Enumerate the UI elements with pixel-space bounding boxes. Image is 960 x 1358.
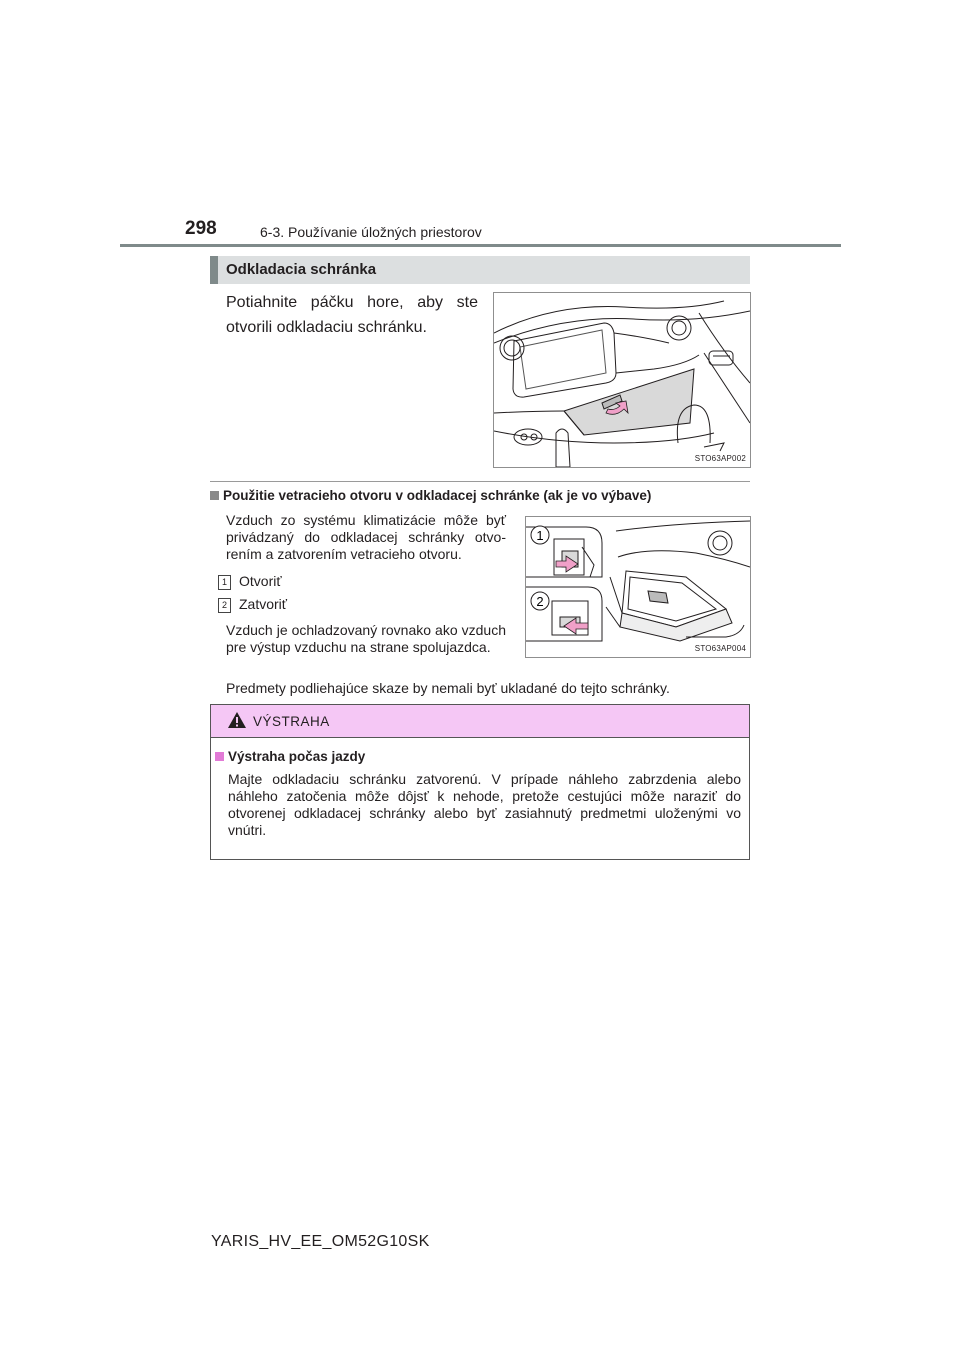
callout-1: 1 xyxy=(536,528,544,543)
vent-illustration xyxy=(526,517,750,657)
page-number: 298 xyxy=(185,218,217,239)
warning-text: Majte odkladaciu schránku zatvorenú. V prípade náhleho zabrzdenia alebo náhleho zatočenia môže dôjsť k nehode, pretože cestujúci môže naraziť do otvorenej odkladacej schránky alebo byť zasiahnutý predmetmi uloženými vo vnútri. xyxy=(228,771,741,838)
footer-code: YARIS_HV_EE_OM52G10SK xyxy=(211,1233,430,1250)
list-item xyxy=(218,596,287,613)
subsection-title: Odkladacia schránka xyxy=(226,261,377,278)
warning-subheading xyxy=(215,749,365,764)
glovebox-figure xyxy=(493,292,751,468)
figure-code: STO63AP002 xyxy=(694,454,746,463)
vent-figure xyxy=(525,516,751,658)
subsection-header xyxy=(210,256,750,284)
topic-heading xyxy=(210,488,651,503)
warning-box xyxy=(210,704,750,860)
glovebox-illustration xyxy=(494,293,750,467)
vent-note: Vzduch je ochladzovaný rovnako ako vzduch pre výstup vzduchu na strane spolujazdca. xyxy=(226,622,506,655)
warning-title: VÝSTRAHA xyxy=(253,714,330,729)
square-bullet-icon xyxy=(215,752,224,761)
callout-2: 2 xyxy=(536,594,544,609)
list-item xyxy=(218,573,282,590)
number-badge: 2 xyxy=(218,598,231,613)
vent-intro: Vzduch zo systému klimatizácie môže byť privádzaný do odkladacej schránky otvo-rením a zatvorením vetracieho otvoru. xyxy=(226,512,506,562)
subsection-header-bar xyxy=(210,256,218,284)
number-badge: 1 xyxy=(218,575,231,590)
list-item-label: Otvoriť xyxy=(239,573,282,589)
topic-heading-text: Použitie vetracieho otvoru v odkladacej schránke (ak je vo výbave) xyxy=(223,488,652,503)
list-item-label: Zatvoriť xyxy=(239,596,288,612)
glovebox-instruction: Potiahnite páčku hore, aby ste otvorili odkladaciu schránku. xyxy=(226,294,478,336)
warning-subheading-text: Výstraha počas jazdy xyxy=(228,749,366,764)
section-title: 6-3. Používanie úložných priestorov xyxy=(260,224,482,240)
figure-code: STO63AP004 xyxy=(694,644,746,653)
items-note: Predmety podliehajúce skaze by nemali byť ukladané do tejto schránky. xyxy=(226,680,670,696)
header-rule xyxy=(120,244,841,247)
warning-header xyxy=(211,705,749,738)
square-bullet-icon xyxy=(210,491,219,500)
section-separator xyxy=(210,481,750,482)
warning-triangle-icon xyxy=(227,711,247,729)
